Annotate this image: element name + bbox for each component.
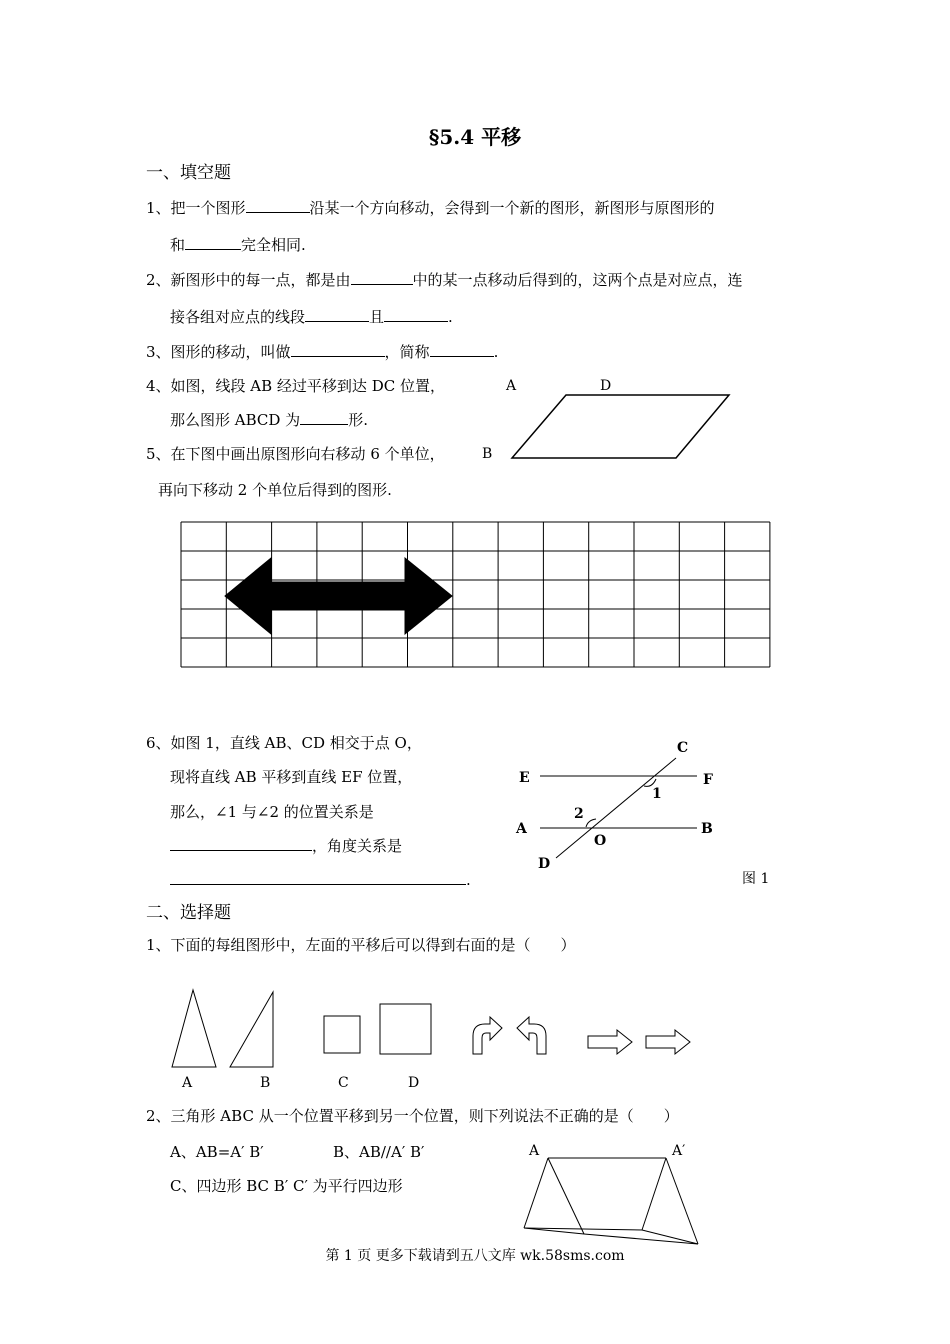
choice-1-label-c: C (338, 1075, 349, 1091)
question-1-line-1: 1、把一个图形 沿某一个方向移动，会得到一个新的图形，新图形与原图形的 (146, 199, 715, 217)
parallelogram-label-d: D (600, 378, 612, 394)
question-6-line-3: 那么，∠1 与∠2 的位置关系是 (170, 803, 374, 821)
choice-1-label-b: B (260, 1075, 271, 1091)
figure-1-caption: 图 1 (742, 871, 770, 887)
section-choice-heading: 二、选择题 (146, 903, 231, 923)
choice-2-option-b: B、AB//A′ B′ (333, 1143, 425, 1161)
fig1-label-a: A (516, 821, 527, 837)
question-4-line-2: 那么图形 ABCD 为 形. (170, 411, 368, 429)
fig1-label-o: O (594, 833, 607, 849)
choice-1-label-d: D (408, 1075, 420, 1091)
fig1-angle-2: 2 (574, 806, 584, 822)
question-4-line-1: 4、如图，线段 AB 经过平移到达 DC 位置， (146, 377, 445, 395)
choice-2-fig-label-a: A (529, 1143, 540, 1159)
question-2-line-1: 2、新图形中的每一点，都是由 中的某一点移动后得到的，这两个点是对应点，连 (146, 271, 743, 289)
choice-question-2: 2、三角形 ABC 从一个位置平移到另一个位置，则下列说法不正确的是（ ） (146, 1107, 679, 1125)
choice-2-fig-label-a-prime: A′ (672, 1143, 686, 1159)
fig1-label-f: F (703, 772, 713, 788)
fig1-label-d: D (538, 856, 551, 872)
question-5-line-2: 再向下移动 2 个单位后得到的图形. (158, 481, 392, 499)
fig1-label-b: B (701, 821, 713, 837)
page-title: §5.4 平移 (428, 125, 522, 149)
fig1-label-c: C (677, 740, 689, 756)
parallelogram-label-b: B (482, 446, 493, 462)
question-6-line-1: 6、如图 1，直线 AB、CD 相交于点 O， (146, 734, 422, 752)
choice-2-option-a: A、AB=A′ B′ (170, 1143, 264, 1161)
fig1-label-e: E (519, 770, 530, 786)
question-6-line-5: . (170, 870, 471, 890)
choice-1-label-a: A (182, 1075, 193, 1091)
choice-question-1: 1、下面的每组图形中，左面的平移后可以得到右面的是（ ） (146, 936, 576, 954)
page-footer: 第 1 页 更多下载请到五八文库 wk.58sms.com (325, 1248, 625, 1264)
question-1-line-2: 和 完全相同. (170, 236, 306, 254)
parallelogram-label-a: A (506, 378, 517, 394)
question-5-line-1: 5、在下图中画出原图形向右移动 6 个单位， (146, 445, 445, 463)
question-3: 3、图形的移动，叫做 ，简称 . (146, 343, 499, 361)
question-2-line-2: 接各组对应点的线段 且 . (170, 308, 453, 326)
choice-2-option-c: C、四边形 BC B′ C′ 为平行四边形 (170, 1177, 403, 1195)
fig1-angle-1: 1 (652, 786, 662, 802)
section-fill-in-heading: 一、填空题 (146, 163, 231, 183)
question-6-line-2: 现将直线 AB 平移到直线 EF 位置， (170, 768, 413, 786)
question-6-line-4: ，角度关系是 (170, 836, 402, 856)
